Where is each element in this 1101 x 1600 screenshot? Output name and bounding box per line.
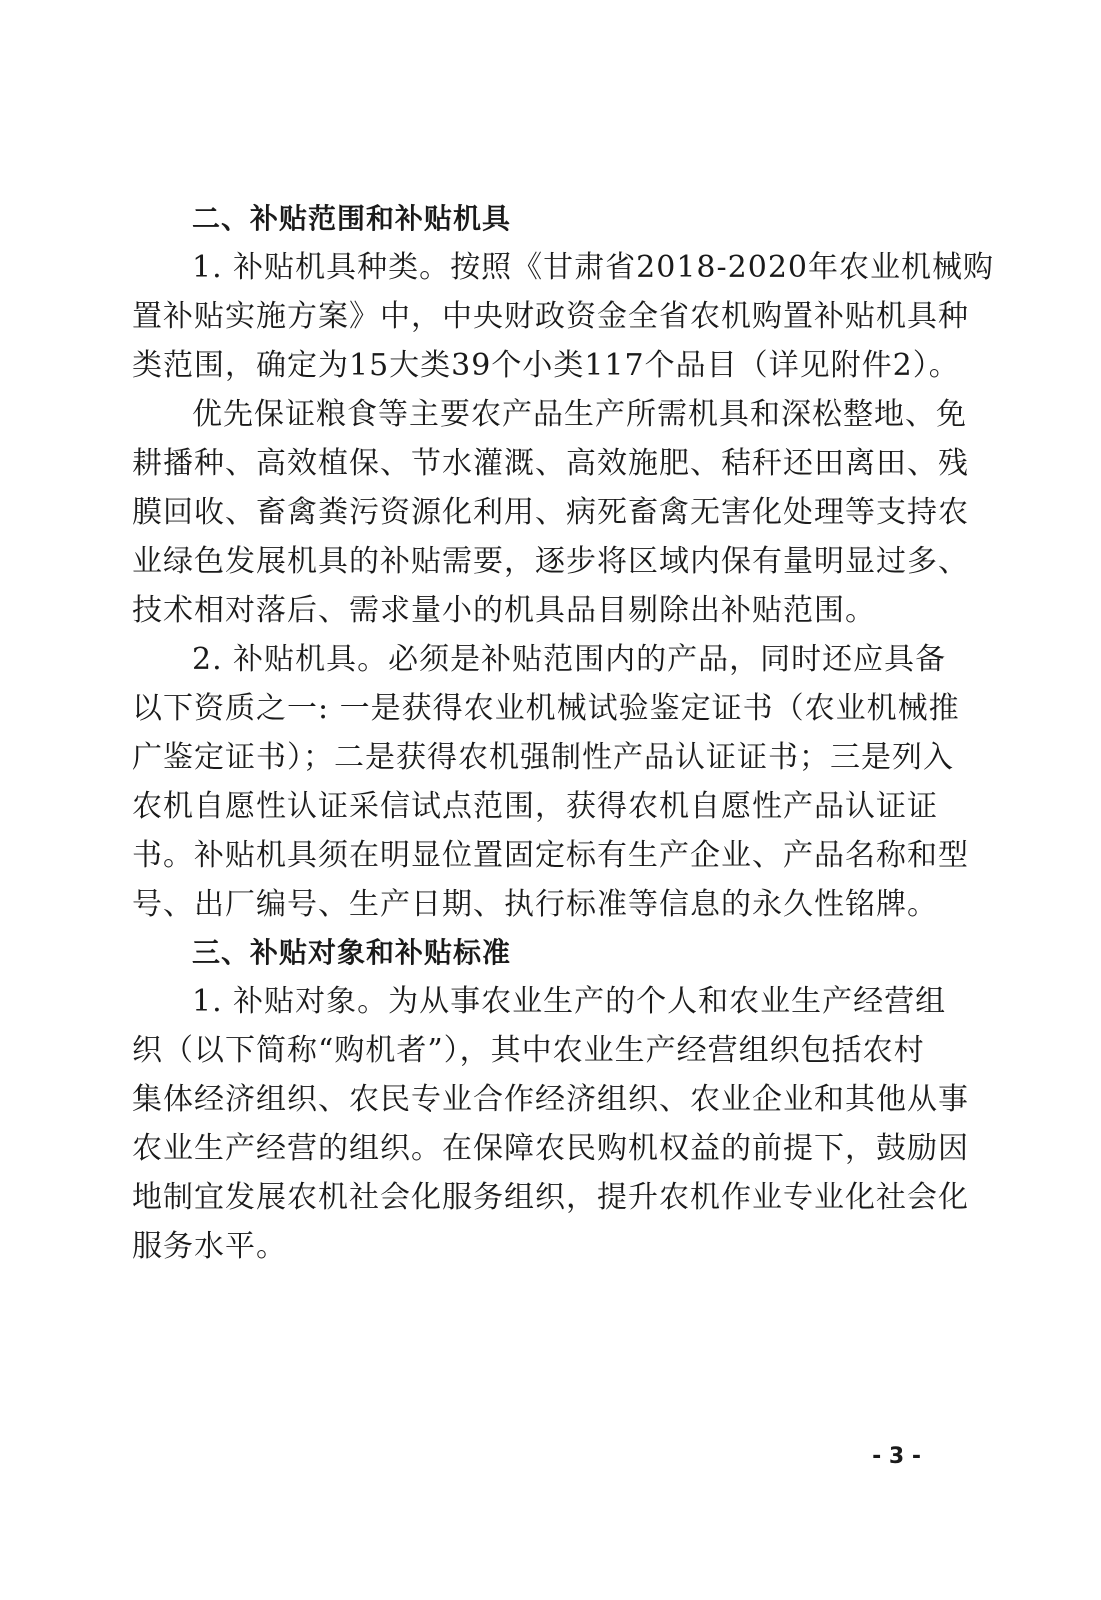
text-line: 集体经济组织、农民专业合作经济组织、农业企业和其他从事 <box>132 1082 969 1117</box>
text-line: 置补贴实施方案》中，中央财政资金全省农机购置补贴机具种 <box>132 299 969 334</box>
text-line: 号、出厂编号、生产日期、执行标准等信息的永久性铭牌。 <box>132 887 938 922</box>
text-line: 膜回收、畜禽粪污资源化利用、病死畜禽无害化处理等支持农 <box>132 495 969 530</box>
text-line: 1. 补贴对象。为从事农业生产的个人和农业生产经营组 <box>192 984 947 1019</box>
document-body <box>132 195 994 1271</box>
section-heading-subsidy-recipients: 三、补贴对象和补贴标准 <box>192 936 512 969</box>
page-number: - 3 - <box>872 1444 921 1469</box>
text-line: 技术相对落后、需求量小的机具品目剔除出补贴范围。 <box>132 593 876 628</box>
paragraph-subsidy-recipients <box>132 977 969 1271</box>
text-line: 以下资质之一: 一是获得农业机械试验鉴定证书（农业机械推 <box>132 691 960 726</box>
text-line: 1. 补贴机具种类。按照《甘肃省2018-2020年农业机械购 <box>192 250 994 285</box>
text-line: 农机自愿性认证采信试点范围，获得农机自愿性产品认证证 <box>132 789 938 824</box>
text-line: 地制宜发展农机社会化服务组织，提升农机作业专业化社会化 <box>132 1180 969 1215</box>
text-line: 2. 补贴机具。必须是补贴范围内的产品，同时还应具备 <box>192 642 947 677</box>
text-line: 服务水平。 <box>132 1229 287 1264</box>
text-line: 类范围，确定为15大类39个小类117个品目（详见附件2）。 <box>132 348 960 383</box>
text-line: 耕播种、高效植保、节水灌溉、高效施肥、秸秆还田离田、残 <box>132 446 969 481</box>
section-heading-subsidy-scope: 二、补贴范围和补贴机具 <box>192 202 512 235</box>
paragraph-priority-machines <box>132 390 969 635</box>
text-line: 优先保证粮食等主要农产品生产所需机具和深松整地、免 <box>192 397 967 432</box>
text-line: 织（以下简称“购机者”），其中农业生产经营组织包括农村 <box>132 1033 925 1068</box>
text-line: 农业生产经营的组织。在保障农民购机权益的前提下，鼓励因 <box>132 1131 969 1166</box>
text-line: 广鉴定证书）；二是获得农机强制性产品认证证书；三是列入 <box>132 740 954 775</box>
paragraph-machine-categories <box>132 243 994 390</box>
paragraph-subsidized-machines <box>132 635 969 929</box>
text-line: 书。补贴机具须在明显位置固定标有生产企业、产品名称和型 <box>132 838 969 873</box>
text-line: 业绿色发展机具的补贴需要，逐步将区域内保有量明显过多、 <box>132 544 969 579</box>
